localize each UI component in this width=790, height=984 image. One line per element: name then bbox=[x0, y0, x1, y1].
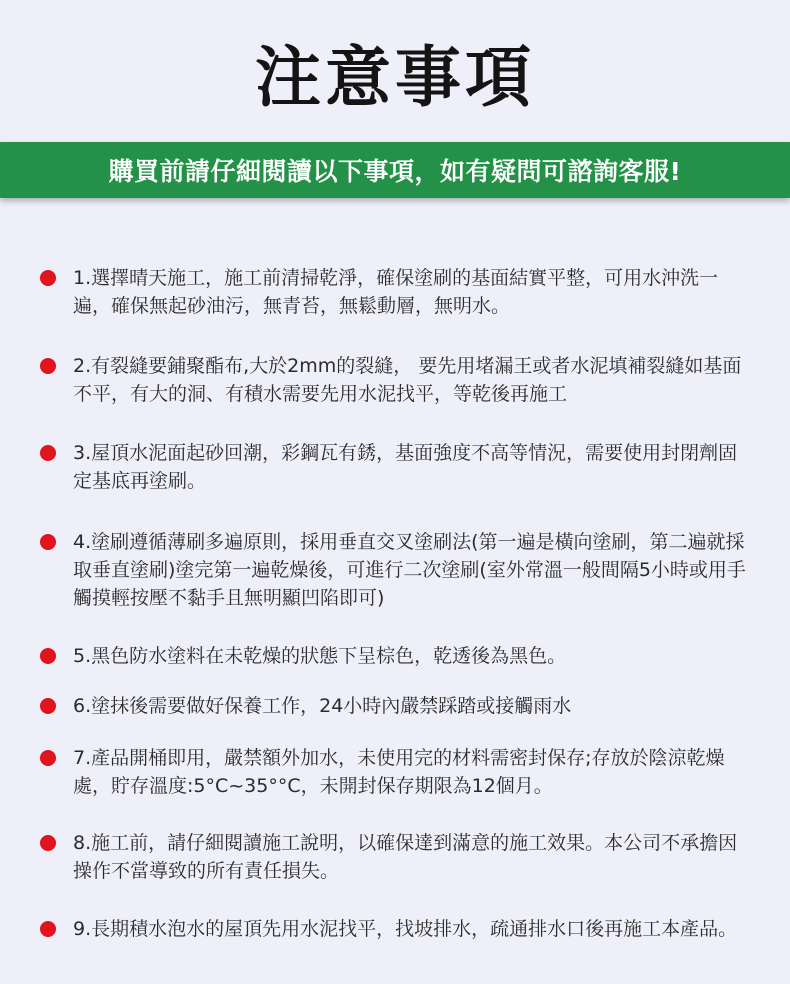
note-item bbox=[0, 744, 790, 800]
red-dot-icon bbox=[40, 445, 56, 461]
red-dot-icon bbox=[40, 921, 56, 937]
note-item bbox=[0, 642, 790, 670]
red-dot-icon bbox=[40, 534, 56, 550]
red-dot-icon bbox=[40, 648, 56, 664]
note-text: 7.產品開桶即用，嚴禁額外加水，未使用完的材料需密封保存;存放於陰涼乾燥處，貯存溫度:5°C~35°°C，未開封保存期限為12個月。 bbox=[73, 747, 725, 797]
note-text: 6.塗抹後需要做好保養工作，24小時內嚴禁踩踏或接觸雨水 bbox=[73, 695, 572, 717]
red-dot-icon bbox=[40, 835, 56, 851]
banner-text: 購買前請仔細閱讀以下事項，如有疑問可諮詢客服! bbox=[108, 157, 682, 186]
note-text: 5.黑色防水塗料在未乾燥的狀態下呈棕色，乾透後為黑色。 bbox=[73, 645, 567, 667]
page-title: 注意事項 bbox=[255, 39, 535, 116]
note-item bbox=[0, 829, 790, 885]
red-dot-icon bbox=[40, 750, 56, 766]
note-text: 1.選擇晴天施工，施工前清掃乾淨，確保塗刷的基面結實平整，可用水沖洗一遍，確保無起砂油污，無青苔，無鬆動層，無明水。 bbox=[73, 267, 719, 317]
notice-banner bbox=[0, 142, 790, 198]
red-dot-icon bbox=[40, 358, 56, 374]
note-text: 8.施工前，請仔細閱讀施工說明，以確保達到滿意的施工效果。本公司不承擔因操作不當導致的所有責任損失。 bbox=[73, 832, 738, 882]
note-text: 3.屋頂水泥面起砂回潮，彩鋼瓦有銹，基面強度不高等情況，需要使用封閉劑固定基底再塗刷。 bbox=[73, 442, 738, 492]
note-text: 4.塗刷遵循薄刷多遍原則，採用垂直交叉塗刷法(第一遍是橫向塗刷，第二遍就採取垂直塗刷)塗完第一遍乾燥後，可進行二次塗刷(室外常溫一般間隔5小時或用手觸摸輕按壓不黏手且無明顯凹陷即可) bbox=[73, 531, 746, 609]
notes-list bbox=[0, 264, 790, 943]
note-item bbox=[0, 439, 790, 495]
note-item bbox=[0, 692, 790, 720]
note-text: 9.長期積水泡水的屋頂先用水泥找平，找坡排水，疏通排水口後再施工本產品。 bbox=[73, 918, 738, 940]
note-text: 2.有裂縫要鋪聚酯布,大於2mm的裂縫， 要先用堵漏王或者水泥填補裂縫如基面不平，有大的洞、有積水需要先用水泥找平，等乾後再施工 bbox=[73, 355, 742, 405]
red-dot-icon bbox=[40, 270, 56, 286]
note-item bbox=[0, 264, 790, 320]
note-item bbox=[0, 915, 790, 943]
red-dot-icon bbox=[40, 698, 56, 714]
note-item bbox=[0, 528, 790, 612]
note-item bbox=[0, 352, 790, 408]
